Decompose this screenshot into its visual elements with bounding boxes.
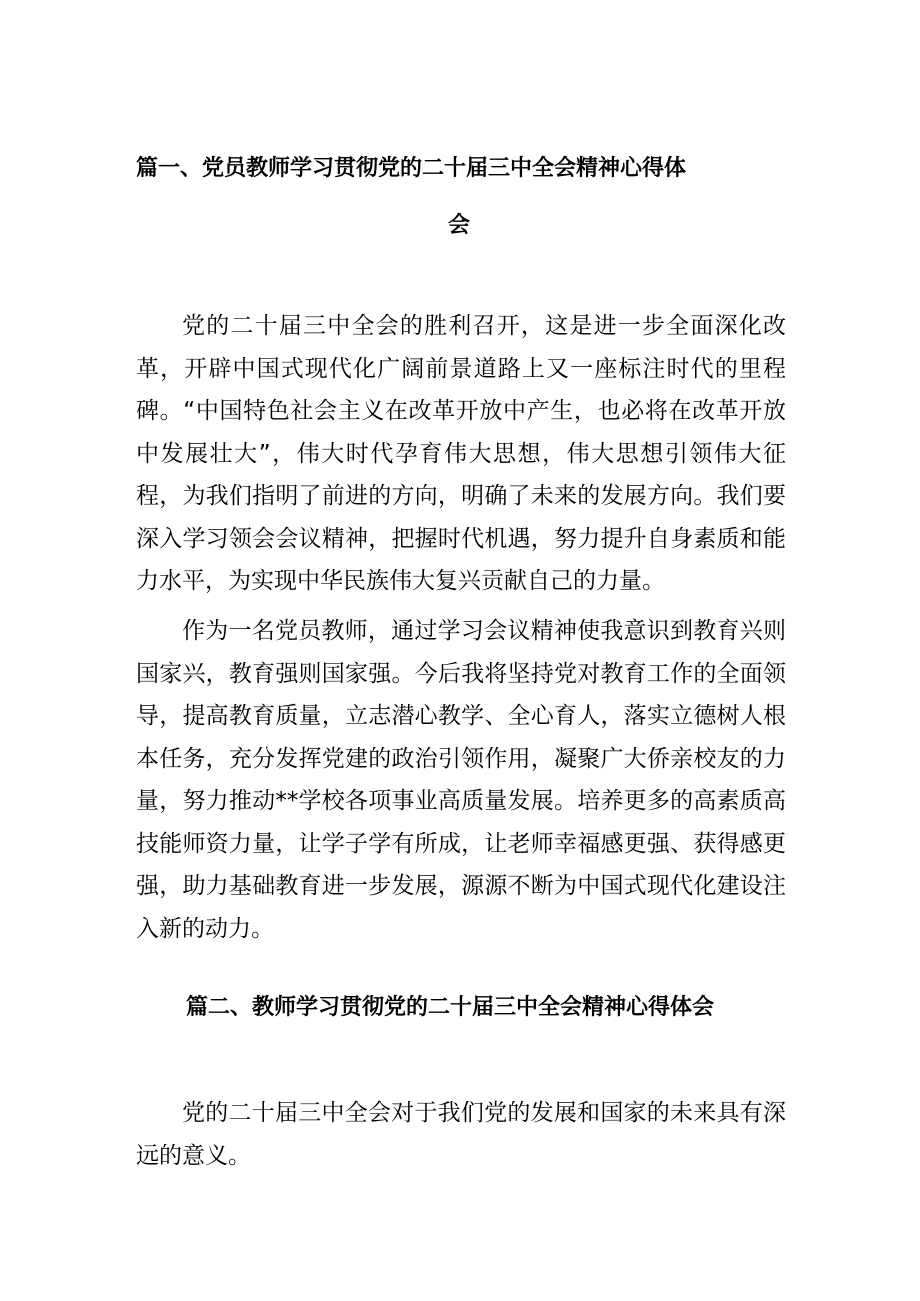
section1-paragraph1: 党的二十届三中全会的胜利召开，这是进一步全面深化改革，开辟中国式现代化广阔前景道路上又一座标注时代的里程碑。“中国特色社会主义在改革开放中产生，也必将在改革开放中发展壮大”，伟大时代孕育伟大思想，伟大思想引领伟大征程，为我们指明了前进的方向，明确了未来的发展方向。我们要深入学习领会会议精神，把握时代机遇，努力提升自身素质和能力水平，为实现中华民族伟大复兴贡献自己的力量。	[136, 313, 786, 594]
section2-paragraph1: 党的二十届三中全会对于我们党的发展和国家的未来具有深远的意义。	[136, 1100, 786, 1169]
section2-title: 篇二、教师学习贯彻党的二十届三中全会精神心得体会	[186, 995, 715, 1020]
section1-paragraph2: 作为一名党员教师，通过学习会议精神使我意识到教育兴则国家兴，教育强则国家强。今后我将坚持党对教育工作的全面领导，提高教育质量，立志潜心教学、全心育人，落实立德树人根本任务，充分发挥党建的政治引领作用，凝聚广大侨亲校友的力量，努力推动**学校各项事业高质量发展。培养更多的高素质高技能师资力量，让学子学有所成，让老师幸福感更强、获得感更强，助力基础教育进一步发展，源源不断为中国式现代化建设注入新的动力。	[136, 618, 786, 942]
section1-title-line2: 会	[448, 213, 471, 238]
section1-title-line1: 篇一、党员教师学习贯彻党的二十届三中全会精神心得体	[136, 156, 687, 181]
